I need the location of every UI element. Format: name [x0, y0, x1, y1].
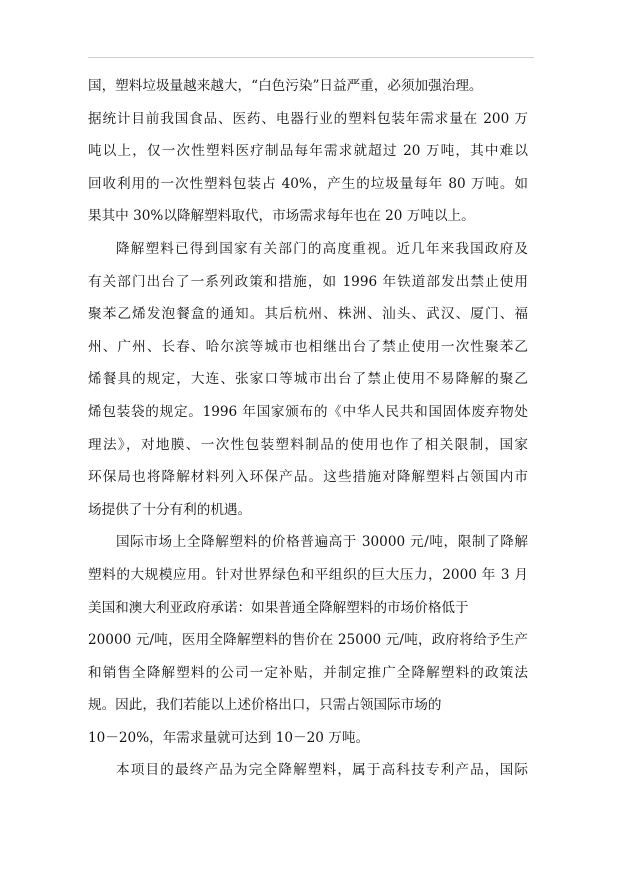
header-divider	[88, 57, 534, 58]
text-line: 果其中 30%以降解塑料取代，市场需求每年也在 20 万吨以上。	[88, 208, 475, 225]
text-line: 有关部门出台了一系列政策和措施，如 1996 年铁道部发出禁止使用	[88, 273, 528, 290]
text-line: 塑料的大规模应用。针对世界绿色和平组织的巨大压力，2000 年 3 月	[88, 566, 528, 583]
text-line: 20000 元/吨，医用全降解塑料的售价在 25000 元/吨，政府将给予生产	[88, 632, 528, 649]
text-line: 州、广州、长春、哈尔滨等城市也相继出台了禁止使用一次性聚苯乙	[88, 338, 528, 355]
text-line: 10－20%，年需求量就可达到 10－20 万吨。	[88, 729, 370, 746]
text-line: 理法》，对地膜、一次性包装塑料制品的使用也作了相关限制，国家	[88, 436, 528, 453]
text-line: 降解塑料已得到国家有关部门的高度重视。近几年来我国政府及	[116, 240, 528, 257]
text-line: 回收利用的一次性塑料包装占 40%，产生的垃圾量每年 80 万吨。如	[88, 175, 528, 192]
text-line: 聚苯乙烯发泡餐盒的通知。其后杭州、株洲、汕头、武汉、厦门、福	[88, 306, 528, 323]
text-line: 场提供了十分有利的机遇。	[88, 501, 252, 518]
text-line: 环保局也将降解材料列入环保产品。这些措施对降解塑料占领国内市	[88, 469, 528, 486]
document-body	[88, 70, 528, 787]
text-line: 据统计目前我国食品、医药、电器行业的塑料包装年需求量在 200 万	[88, 110, 528, 127]
text-line: 和销售全降解塑料的公司一定补贴，并制定推广全降解塑料的政策法	[88, 664, 528, 681]
text-line: 本项目的最终产品为完全降解塑料，属于高科技专利产品，国际	[116, 762, 528, 779]
text-line: 吨以上，仅一次性塑料医疗制品每年需求就超过 20 万吨，其中难以	[88, 143, 528, 160]
text-line: 烯包装袋的规定。1996 年国家颁布的《中华人民共和国固体废弃物处	[88, 403, 528, 420]
text-line: 烯餐具的规定，大连、张家口等城市出台了禁止使用不易降解的聚乙	[88, 371, 528, 388]
text-line: 国，塑料垃圾量越来越大，“白色污染”日益严重，必须加强治理。	[88, 78, 483, 94]
text-line: 规。因此，我们若能以上述价格出口，只需占领国际市场的	[88, 697, 442, 714]
text-line: 美国和澳大利亚政府承诺：如果普通全降解塑料的市场价格低于	[88, 599, 469, 616]
text-line: 国际市场上全降解塑料的价格普遍高于 30000 元/吨，限制了降解	[116, 534, 528, 551]
